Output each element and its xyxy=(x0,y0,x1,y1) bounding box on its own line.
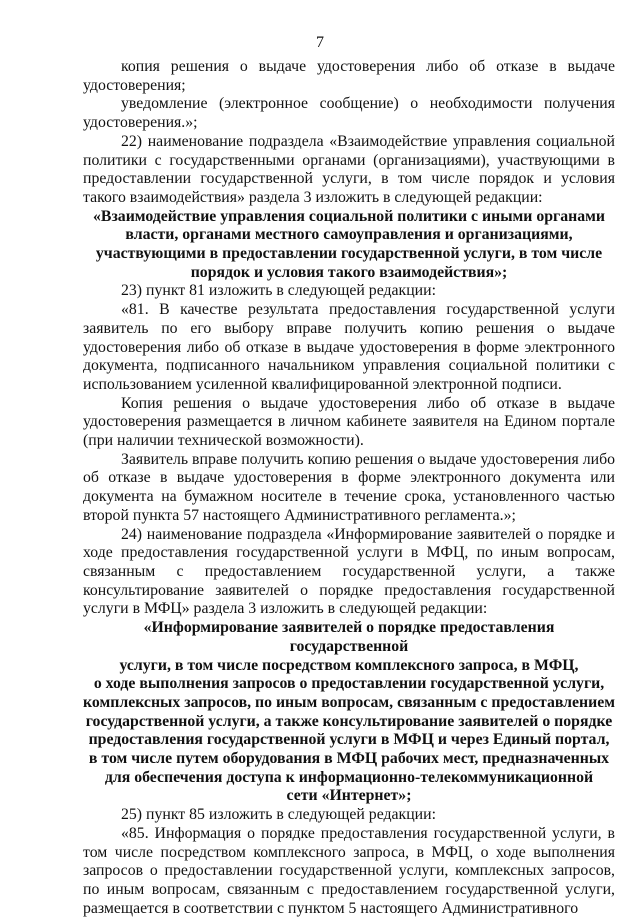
paragraph-item-25: 25) пункт 85 изложить в следующей редакции: xyxy=(121,806,436,824)
paragraph-applicant-right: Заявитель вправе получить копию решения о выдаче удостоверения либо об отказе в выдаче удостоверения в форме электронного документа или документа на бумажном носителе в течение срока, установленного частью второй пункта 57 настоящего Административного регламента.»; xyxy=(83,450,615,524)
paragraph-notification: уведомление (электронное сообщение) о необходимости получения удостоверения.»; xyxy=(83,95,615,132)
paragraph-item-23: 23) пункт 81 изложить в следующей редакции: xyxy=(121,282,436,300)
heading-line: сети «Интернет»; xyxy=(286,787,412,805)
heading-line: участвующими в предоставлении государственной услуги, в том числе xyxy=(95,245,603,263)
heading-line: «Взаимодействие управления социальной политики с иными органами xyxy=(93,207,605,225)
paragraph-clause-81: «81. В качестве результата предоставления государственной услуги заявитель по его выбору вправе получить копию решения о выдаче удостоверения либо об отказе в выдаче удостоверения в форме электронного документа, подписанного начальником управления социальной политики с использованием усиленной квалифицированной электронной подписи. xyxy=(83,301,615,393)
heading-line: государственной услуги, а также консультирование заявителей о порядке xyxy=(85,712,613,730)
heading-line: предоставления государственной услуги в МФЦ и через Единый портал, xyxy=(88,731,610,749)
heading-line: для обеспечения доступа к информационно-телекоммуникационной xyxy=(104,768,594,786)
document-body xyxy=(83,58,615,918)
paragraph-item-24: 24) наименование подраздела «Информирование заявителей о порядке и ходе предоставления государственной услуги в МФЦ, по иным вопросам, связанным с предоставлением государственной услуги, а также консультирование заявителей о порядке предоставления государственной услуги в МФЦ» раздела 3 изложить в следующей редакции: xyxy=(83,525,615,618)
heading-line: власти, органами местного самоуправления и организациями, xyxy=(125,226,573,244)
heading-line: в том числе путем оборудования в МФЦ рабочих мест, предназначенных xyxy=(88,750,610,768)
page-number: 7 xyxy=(316,34,324,51)
paragraph-item-22: 22) наименование подраздела «Взаимодействие управления социальной политики с государственными органами (организациями), участвующими в предоставлении государственной услуги, в том числе порядок и условия такого взаимодействия» раздела 3 изложить в следующей редакции: xyxy=(83,132,615,206)
heading-line: комплексных запросов, по иным вопросам, связанным с предоставлением xyxy=(83,693,616,711)
heading-line: «Информирование заявителей о порядке предоставления государственной xyxy=(143,619,555,655)
heading-line: о ходе выполнения запросов о предоставлении государственной услуги, xyxy=(93,675,605,693)
subsection-heading-informing xyxy=(83,619,615,806)
heading-line: услуги, в том числе посредством комплексного запроса, в МФЦ, xyxy=(119,656,579,674)
subsection-heading-interaction xyxy=(83,208,615,283)
paragraph-copy-placement: Копия решения о выдаче удостоверения либо об отказе в выдаче удостоверения размещается в личном кабинете заявителя на Едином портале (при наличии технической возможности). xyxy=(83,394,615,450)
heading-line: порядок и условия такого взаимодействия»; xyxy=(190,263,508,281)
paragraph-copy-decision: копия решения о выдаче удостоверения либо об отказе в выдаче удостоверения; xyxy=(83,58,615,94)
paragraph-clause-85: «85. Информация о порядке предоставления государственной услуги, в том числе посредством комплексного запроса, в МФЦ, о ходе выполнения запросов о предоставлении государственной услуги, комплексных запросов, по иным вопросам, связанным с предоставлением государственной услуги, размещается в соответствии с пунктом 5 настоящего Административного xyxy=(83,824,615,917)
